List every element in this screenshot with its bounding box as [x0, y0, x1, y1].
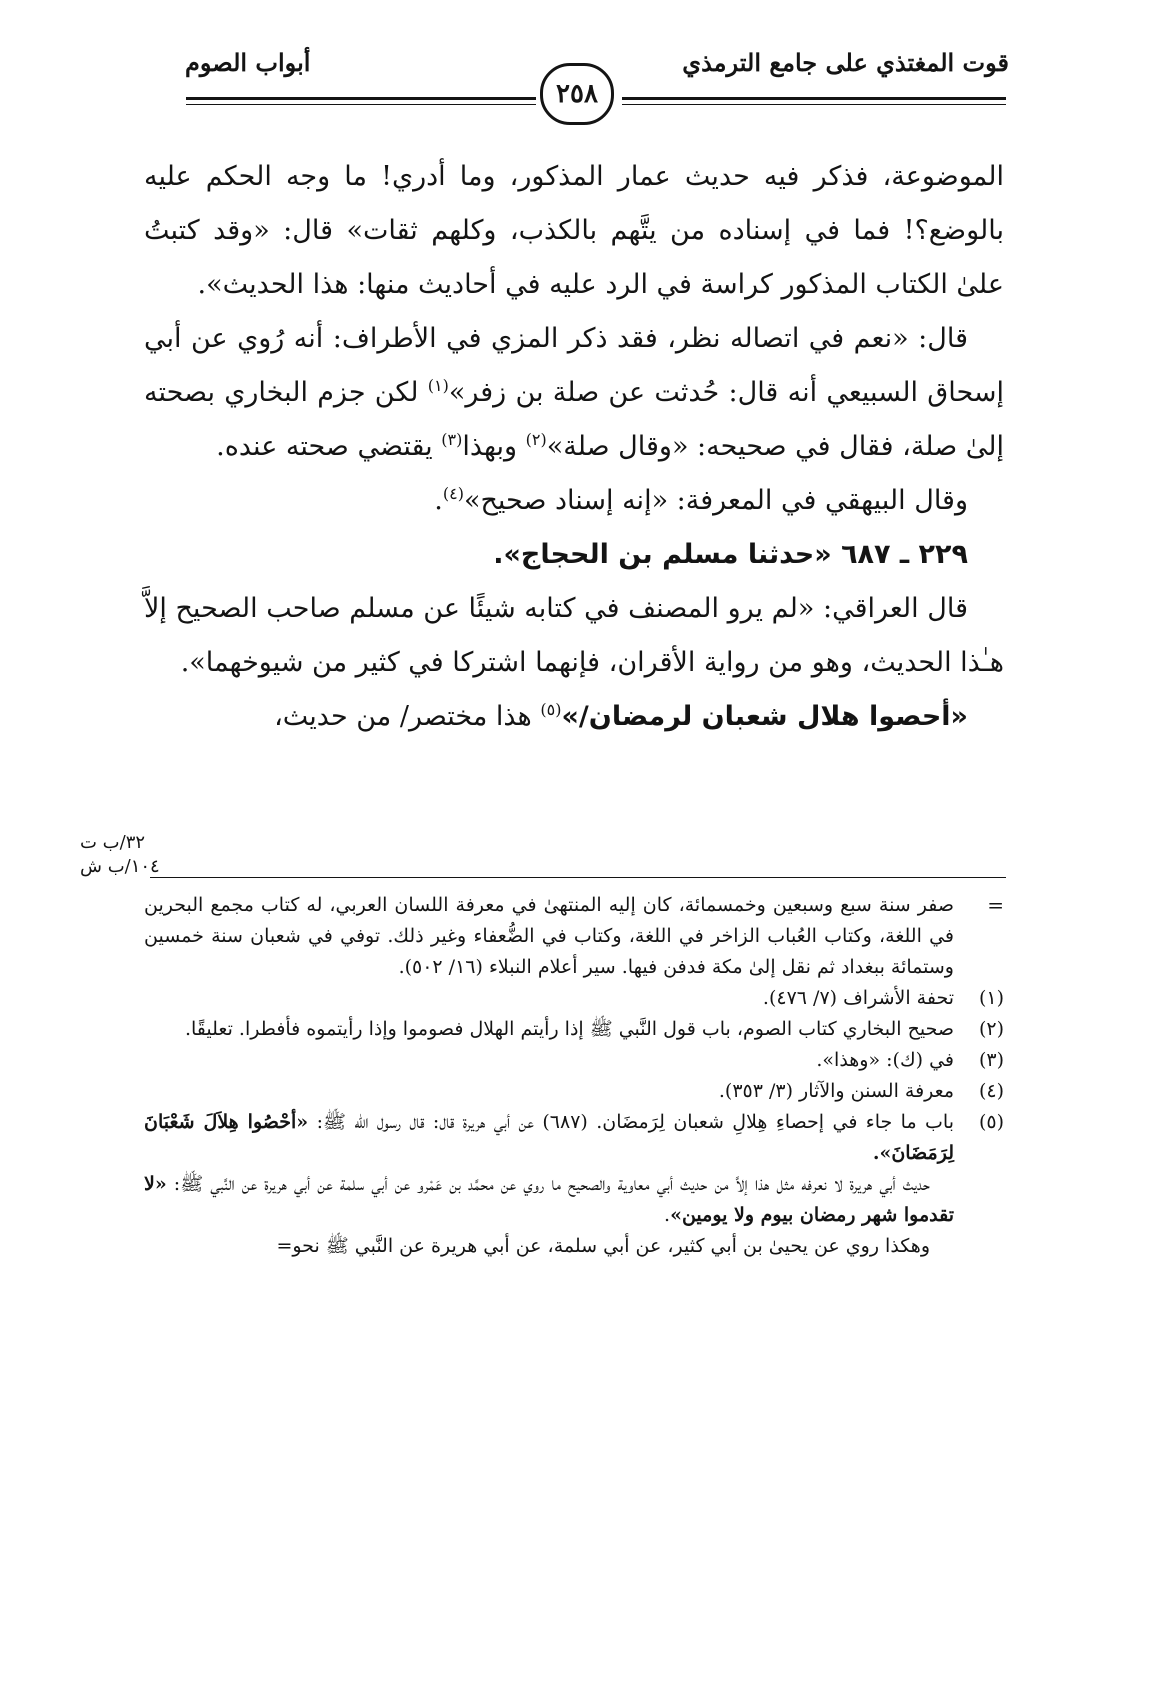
- margin-note: ١٠٤/ب ش: [80, 856, 160, 877]
- main-text: [144, 150, 1004, 744]
- paragraph: «أحصوا هلال شعبان لرمضان/»$^{(٥)}$ هذا مختصر/ من حديث،: [274, 700, 968, 732]
- footnote-ref: (٥): [540, 700, 562, 719]
- hadith-heading: ٢٢٩ ـ ٦٨٧ «حدثنا مسلم بن الحجاج».: [493, 539, 968, 570]
- book-title: قوت المغتذي على جامع الترمذي: [682, 48, 1009, 77]
- paragraph: قال: «نعم في اتصاله نظر، فقد ذكر المزي في الأطراف: أنه رُوي عن أبي إسحاق السبيعي أنه قال: حُدثت عن صلة بن زفر»$^{(١)}$ لكن جزم البخاري بصحته إلىٰ صلة، فقال في صحيحه: «وقال صلة»$^{(٢)}$ وبهذا$^{(٣)}$ يقتضي صحته عنده.: [144, 323, 1004, 462]
- footnote-ref: (١): [427, 376, 449, 395]
- chapter-title: أبواب الصوم: [185, 48, 311, 77]
- margin-note: ٣٢/ب ت: [80, 832, 146, 853]
- footnote-ref: (٤): [442, 484, 464, 503]
- footnote-paragraph: وهكذا روي عن يحيىٰ بن أبي كثير، عن أبي سلمة، عن أبي هريرة عن النَّبي ﷺ نحو=: [276, 1235, 930, 1257]
- header-rule-left: [186, 97, 536, 100]
- header-rule-left-thin: [186, 104, 536, 105]
- footnote-continued: = صفر سنة سبع وسبعين وخمسمائة، كان إليه المنتهىٰ في معرفة اللسان العربي، له كتاب مجمع البحرين في اللغة، وكتاب العُباب الزاخر في اللغة، وكتاب في الضُّعفاء وغير ذلك. توفي في شعبان سنة خمسين وستمائة ببغداد ثم نقل إلىٰ مكة فدفن فيها. سير أعلام النبلاء (١٦/ ٥٠٢).: [144, 893, 1004, 978]
- header-rule-right: [622, 97, 1006, 100]
- page-number: ٢٥٨: [540, 63, 614, 125]
- paragraph: الموضوعة، فذكر فيه حديث عمار المذكور، وما أدري! ما وجه الحكم عليه بالوضع؟! فما في إسناده من يتَّهم بالكذب، وكلهم ثقات» قال: «وقد كتبتُ علىٰ الكتاب المذكور كراسة في الرد عليه في أحاديث منها: هذا الحديث».: [144, 161, 1005, 300]
- paragraph: وقال البيهقي في المعرفة: «إنه إسناد صحيح»$^{(٤)}$.: [434, 484, 968, 516]
- footnote: (٤) معرفة السنن والآثار (٣/ ٣٥٣).: [718, 1080, 1004, 1102]
- hadith-quote: «أحْصُوا هِلاَلَ شَعْبَانَ لِرَمَضَانَ».: [144, 1111, 954, 1164]
- hadith-quote: «أحصوا هلال شعبان لرمضان/»: [561, 701, 968, 732]
- footnote-paragraph: حديث أبي هريرة لا نعرفه مثل هذا إلاَّ من حديث أبي معاوية والصحيح ما روي عن محمَّد بن عَمْرو عن أبي سلمة عن أبي هريرة عن النَّبي ﷺ: «لا تقدموا شهر رمضان بيوم ولا يومين».: [144, 1173, 954, 1226]
- footnotes: [144, 890, 1004, 1262]
- footnote-separator: [150, 877, 1006, 878]
- footnote: (٥) باب ما جاء في إحصاءِ هِلالِ شعبان لِرَمضَان. (٦٨٧) عن أبي هريرة قال: قال رسول الله ﷺ: «أحْصُوا هِلاَلَ شَعْبَانَ لِرَمَضَانَ».: [144, 1111, 1004, 1164]
- header-rule-right-thin: [622, 104, 1006, 105]
- footnote: (٣) في (ك): «وهذا».: [816, 1049, 1004, 1071]
- paragraph: قال العراقي: «لم يرو المصنف في كتابه شيئًا عن مسلم صاحب الصحيح إلاَّ هـٰذا الحديث، وهو من رواية الأقران، فإنهما اشتركا في كثير من شيوخهما».: [144, 593, 1004, 678]
- footnote: (١) تحفة الأشراف (٧/ ٤٧٦).: [762, 987, 1004, 1009]
- footnote: (٢) صحيح البخاري كتاب الصوم، باب قول النَّبي ﷺ إذا رأيتم الهلال فصوموا وإذا رأيتموه فأفطرا. تعليقًا.: [184, 1018, 1004, 1040]
- footnote-ref: (٢): [525, 430, 547, 449]
- footnote-ref: (٣): [441, 430, 463, 449]
